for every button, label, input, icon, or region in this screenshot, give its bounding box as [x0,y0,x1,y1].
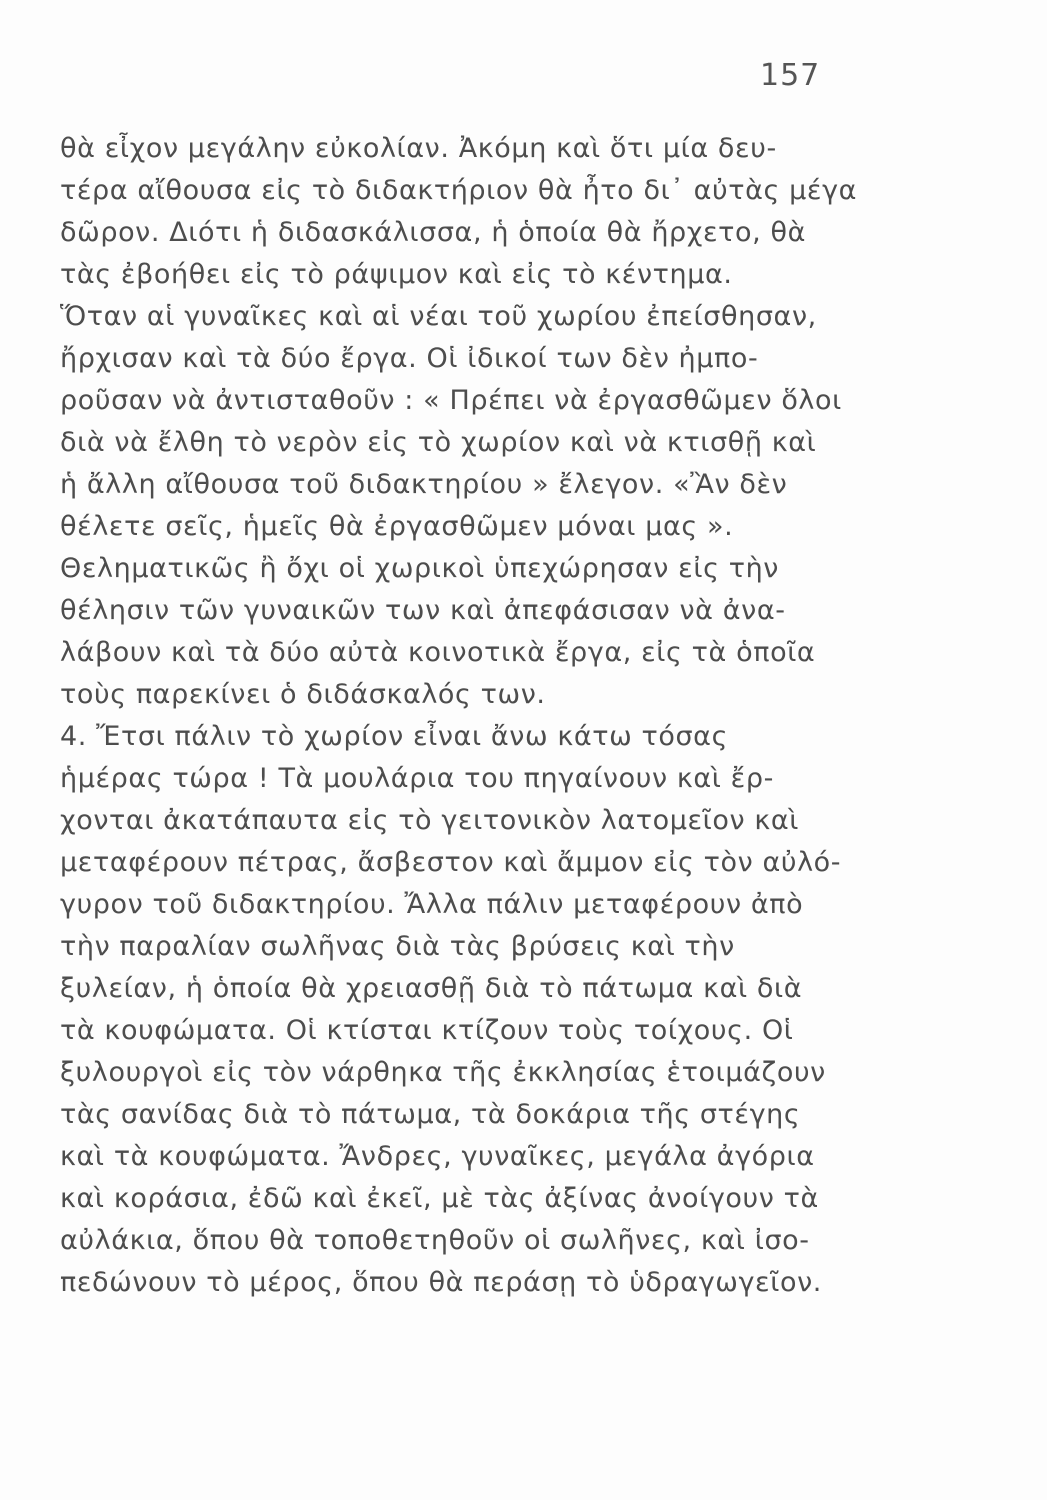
body-text [60,128,860,1304]
text-line: διὰ νὰ ἔλθη τὸ νερὸν εἰς τὸ χωρίον καὶ νὰ κτισθῇ καὶ [60,427,817,458]
text-line: τέρα αἴθουσα εἰς τὸ διδακτήριον θὰ ἦτο δι᾽ αὐτὰς μέγα [60,175,858,206]
text-line: ξυλείαν, ἡ ὁποία θὰ χρειασθῇ διὰ τὸ πάτωμα καὶ διὰ [60,973,803,1004]
text-line: ἡ ἄλλη αἴθουσα τοῦ διδακτηρίου » ἔλεγον. «Ἂν δὲν [60,469,788,500]
page-number: 157 [760,58,821,93]
text-line: θέλησιν τῶν γυναικῶν των καὶ ἀπεφάσισαν νὰ ἀνα- [60,595,786,626]
text-line: Θεληματικῶς ἢ ὄχι οἱ χωρικοὶ ὑπεχώρησαν εἰς τὴν [60,553,779,584]
text-line: τὰς σανίδας διὰ τὸ πάτωμα, τὰ δοκάρια τῆς στέγης [60,1099,801,1130]
text-line: αὐλάκια, ὅπου θὰ τοποθετηθοῦν οἱ σωλῆνες, καὶ ἰσο- [60,1225,810,1256]
text-line: 4. Ἔτσι πάλιν τὸ χωρίον εἶναι ἄνω κάτω τόσας [60,721,729,752]
text-line: τὰ κουφώματα. Οἱ κτίσται κτίζουν τοὺς τοίχους. Οἱ [60,1015,794,1046]
text-line: καὶ τὰ κουφώματα. Ἄνδρες, γυναῖκες, μεγάλα ἀγόρια [60,1141,815,1172]
text-line: ξυλουργοὶ εἰς τὸν νάρθηκα τῆς ἐκκλησίας ἑτοιμάζουν [60,1057,826,1088]
text-line: τοὺς παρεκίνει ὁ διδάσκαλός των. [60,679,546,710]
text-line: θὰ εἶχον μεγάλην εὐκολίαν. Ἀκόμη καὶ ὅτι μία δευ- [60,133,777,164]
text-line: καὶ κοράσια, ἐδῶ καὶ ἐκεῖ, μὲ τὰς ἀξίνας ἀνοίγουν τὰ [60,1183,819,1214]
text-line: λάβουν καὶ τὰ δύο αὐτὰ κοινοτικὰ ἔργα, εἰς τὰ ὁποῖα [60,637,816,668]
text-line: χονται ἀκατάπαυτα εἰς τὸ γειτονικὸν λατομεῖον καὶ [60,805,800,836]
text-line: θέλετε σεῖς, ἡμεῖς θὰ ἐργασθῶμεν μόναι μας ». [60,511,734,542]
text-line: τὴν παραλίαν σωλῆνας διὰ τὰς βρύσεις καὶ τὴν [60,931,735,962]
text-line: ἤρχισαν καὶ τὰ δύο ἔργα. Οἱ ἰδικοί των δὲν ἠμπο- [60,343,759,374]
text-line: δῶρον. Διότι ἡ διδασκάλισσα, ἡ ὁποία θὰ ἤρχετο, θὰ [60,217,807,248]
text-line: Ὅταν αἱ γυναῖκες καὶ αἱ νέαι τοῦ χωρίου ἐπείσθησαν, [60,301,817,332]
text-line: πεδώνουν τὸ μέρος, ὅπου θὰ περάσῃ τὸ ὑδραγωγεῖον. [60,1267,822,1298]
text-line: μεταφέρουν πέτρας, ἄσβεστον καὶ ἄμμον εἰς τὸν αὐλό- [60,847,842,878]
text-line: τὰς ἐβοήθει εἰς τὸ ράψιμον καὶ εἰς τὸ κέντημα. [60,259,733,290]
text-line: γυρον τοῦ διδακτηρίου. Ἄλλα πάλιν μεταφέρουν ἀπὸ [60,889,804,920]
text-line: ροῦσαν νὰ ἀντισταθοῦν : « Πρέπει νὰ ἐργασθῶμεν ὅλοι [60,385,842,416]
text-line: ἡμέρας τώρα ! Τὰ μουλάρια του πηγαίνουν καὶ ἔρ- [60,763,774,794]
